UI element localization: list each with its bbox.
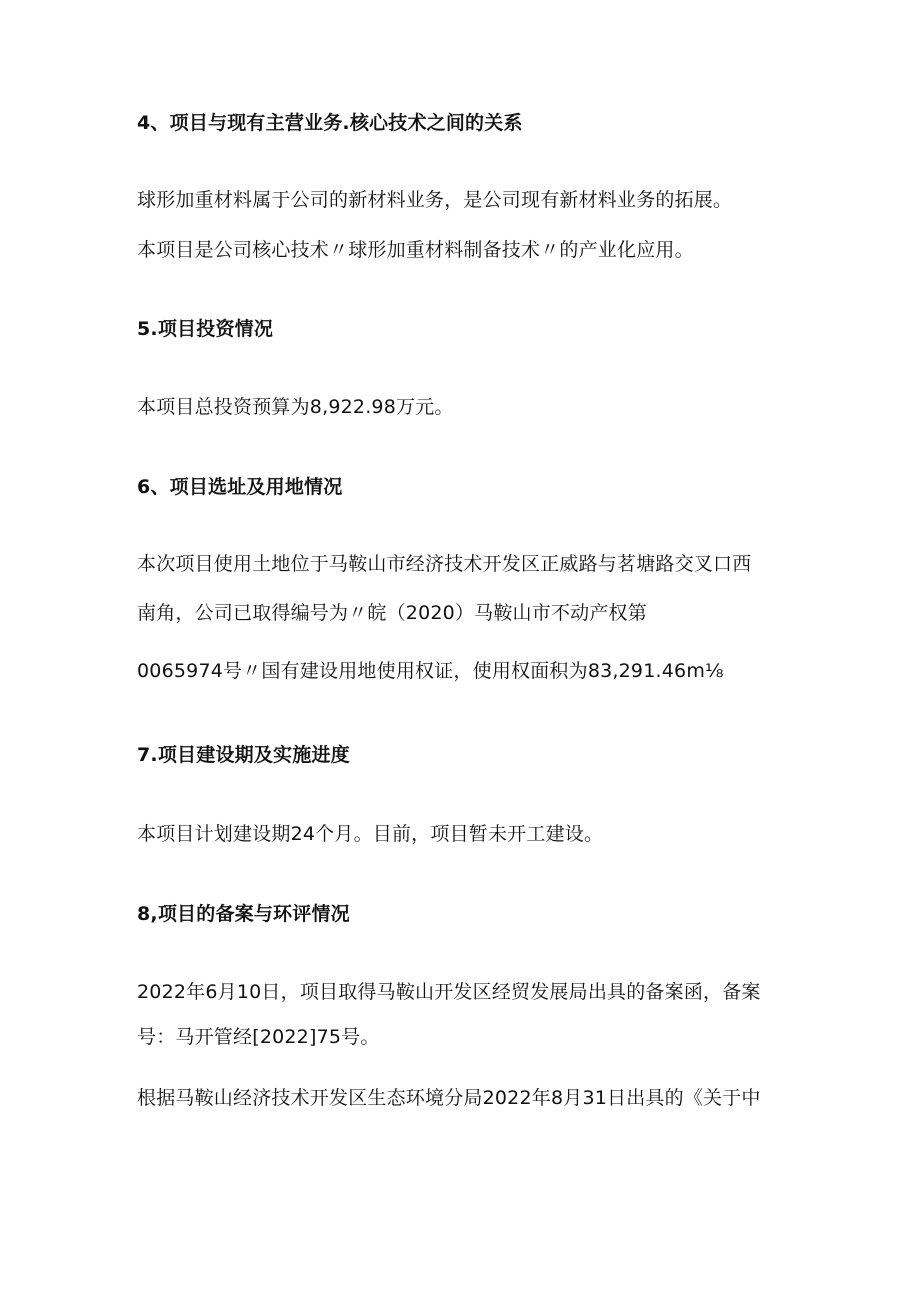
section-6-paragraph-line-3: 0065974号〃国有建设用地使用权证，使用权面积为83,291.46m⅛	[137, 660, 724, 682]
section-7-paragraph-line-1: 本项目计划建设期24个月。目前，项目暂未开工建设。	[137, 823, 604, 845]
section-4-paragraph-line-2: 本项目是公司核心技术〃球形加重材料制备技术〃的产业化应用。	[137, 239, 694, 261]
section-6-paragraph-line-2: 南角，公司已取得编号为〃皖（2020）马鞍山市不动产权第	[137, 602, 647, 624]
section-6-paragraph-line-1: 本次项目使用土地位于马鞍山市经济技术开发区正威路与茗塘路交叉口西	[137, 553, 752, 575]
section-5-paragraph-line-1: 本项目总投资预算为8,922.98万元。	[137, 396, 454, 418]
section-8-paragraph-1-line-2: 号：马开管经[2022]75号。	[137, 1026, 380, 1048]
section-6-heading: 6、项目选址及用地情况	[137, 476, 343, 498]
section-5-heading: 5.项目投资情况	[137, 318, 274, 340]
section-4-heading: 4、项目与现有主营业务.核心技术之间的关系	[137, 112, 523, 134]
section-8-paragraph-1-line-1: 2022年6月10日，项目取得马鞍山开发区经贸发展局出具的备案函，备案	[137, 981, 761, 1003]
section-8-paragraph-2-line-1: 根据马鞍山经济技术开发区生态环境分局2022年8月31日出具的《关于中	[137, 1087, 761, 1109]
section-4-paragraph-line-1: 球形加重材料属于公司的新材料业务，是公司现有新材料业务的拓展。	[137, 189, 733, 211]
section-8-heading: 8,项目的备案与环评情况	[137, 903, 350, 925]
section-7-heading: 7.项目建设期及实施进度	[137, 744, 350, 766]
